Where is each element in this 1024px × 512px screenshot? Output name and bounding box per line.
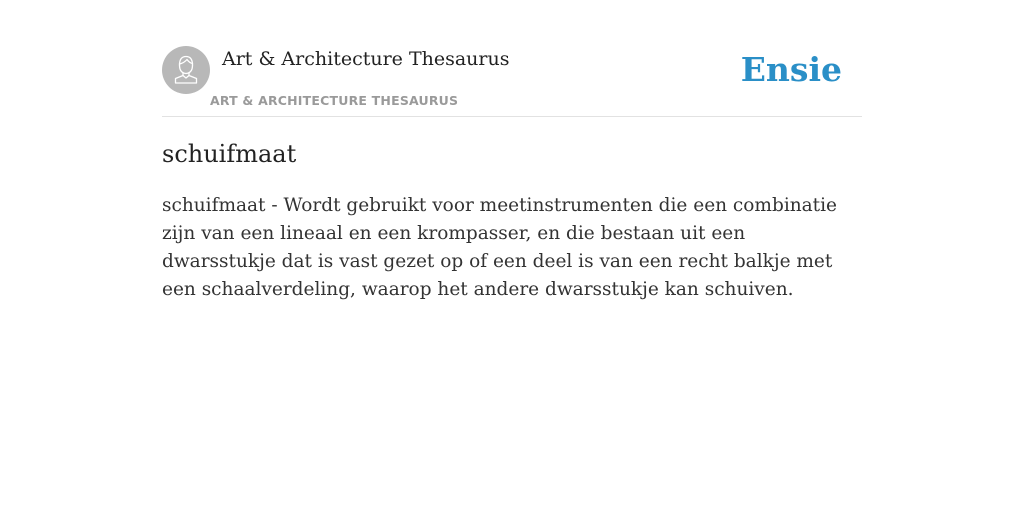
- brand-logo[interactable]: Ensie: [740, 50, 842, 89]
- avatar[interactable]: [162, 46, 210, 94]
- user-icon: [162, 46, 210, 94]
- page-title: schuifmaat: [162, 140, 297, 168]
- page-header: [162, 46, 862, 117]
- category-link[interactable]: ART & ARCHITECTURE THESAURUS: [210, 93, 459, 108]
- author-link[interactable]: Art & Architecture Thesaurus: [222, 48, 510, 70]
- definition-text: schuifmaat - Wordt gebruikt voor meetinstrumenten die een combinatie zijn van een lineaal en een krompasser, en die bestaan uit een dwarsstukje dat is vast gezet op of een deel is van een recht balkje met een schaalverdeling, waarop het andere dwarsstukje kan schuiven.: [162, 195, 837, 300]
